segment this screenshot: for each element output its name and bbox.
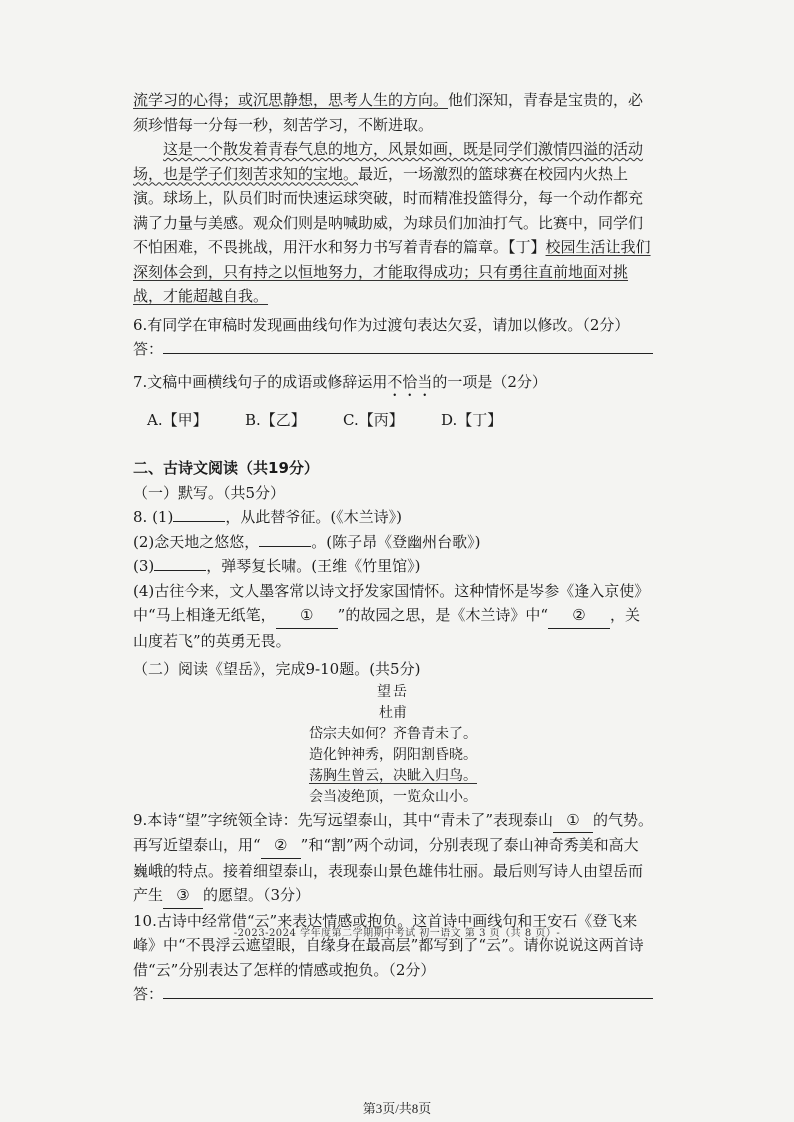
passage-text: 最近，一场激烈的篮球赛在校园内火热上演。球场上，队员们时而快速运球突破，时而精准投篮得分，每一个动作都充满了力量与美感。观众们则是呐喊助威，为球员们加油打气。比赛中，同学们不怕困难，不畏挑战，用汗水和努力书写着青春的篇章。 xyxy=(133,164,644,256)
q8-4-text-end: ，关山度若飞”的英勇无畏。 xyxy=(133,606,641,650)
blank-q9-1[interactable]: ① xyxy=(553,808,593,834)
question-8-2 xyxy=(133,530,653,555)
q9-text-c: ”和“割”两个动词，分别表现了泰山神奇秀美和高大巍峨的特点。接着细望泰山，表现泰山景色雄伟壮丽。最后则写诗人由望岳而产生 xyxy=(133,836,644,904)
blank-q8-1[interactable] xyxy=(173,521,225,522)
q8-4-text-mid: ”的故园之思，是《木兰诗》中“ xyxy=(337,606,549,624)
answer-label: 答： xyxy=(133,985,164,1003)
blank-q8-3[interactable] xyxy=(154,570,206,571)
q8-1-prefix: 8. (1) xyxy=(133,508,174,526)
question-8-3 xyxy=(133,554,653,579)
page-footer: -2023-2024 学年度第二学期期中考试 初一语文 第 3 页（共 8 页）- xyxy=(233,928,561,939)
poem-line-2: 造化钟神秀，阴阳割昏晓。 xyxy=(309,746,477,763)
wavy-underlined-sentence: 这是一个散发着青春气息的地方，风景如画，既是同学们激情四溢的活动场，也是学子们刻苦求知的宝地。 xyxy=(133,140,644,183)
emphasized-words: 不恰当 xyxy=(387,372,433,391)
question-7 xyxy=(133,370,653,400)
passage-paragraph-2 xyxy=(133,137,653,309)
question-6-answer xyxy=(133,337,653,362)
blank-q9-3[interactable]: ③ xyxy=(163,883,203,909)
question-10-answer xyxy=(133,982,653,1007)
question-7-options xyxy=(133,408,653,433)
poem-line-3-underlined: 荡胸生曾云，决眦入归鸟。 xyxy=(309,767,477,784)
blank-q8-4-1[interactable]: ① xyxy=(276,603,338,629)
poem-line-4: 会当凌绝顶，一览众山小。 xyxy=(309,788,477,805)
question-7-text: 7.文稿中画横线句子的成语或修辞运用 xyxy=(133,372,388,391)
q9-text-d: 的愿望。（3分） xyxy=(203,886,311,904)
poem-author: 杜甫 xyxy=(379,704,407,721)
question-8-1 xyxy=(133,505,653,530)
question-10: 10.古诗中经常借“云”来表达情感或抱负。这首诗中画线句和王安石《登飞来峰》中“不畏浮云遮望眼，自缘身在最高层”都写到了“云”。请你说说这两首诗借“云”分别表达了怎样的情感或抱负。（2分） xyxy=(133,911,644,979)
q8-2-suffix: 。(陈子昂《登幽州台歌》) xyxy=(311,532,481,551)
q9-text: 9.本诗“望”字统领全诗：先写远望泰山，其中“青未了”表现泰山 xyxy=(133,810,553,829)
poem xyxy=(133,682,653,808)
poem-line-1: 岱宗夫如何？齐鲁青未了。 xyxy=(309,725,477,742)
option-c[interactable]: C.【丙】 xyxy=(343,410,404,429)
part-1-title: （一）默写。（共5分） xyxy=(133,483,286,502)
q8-1-suffix: ，从此替爷征。(《木兰诗》) xyxy=(225,508,403,526)
marker-ding: 【丁】 xyxy=(508,238,546,256)
underlined-sentence-ding: 校园生活让我们深刻体会到，只有持之以恒地努力，才能取得成功；只有勇往直前地面对挑战，才能超越自我。 xyxy=(133,238,651,305)
q8-2-prefix: (2)念天地之悠悠， xyxy=(133,532,260,551)
answer-label: 答： xyxy=(133,340,164,358)
answer-line[interactable] xyxy=(163,339,653,354)
option-b[interactable]: B.【乙】 xyxy=(245,410,306,429)
blank-q8-2[interactable] xyxy=(259,546,311,547)
q8-3-suffix: ，弹琴复长啸。(王维《竹里馆》) xyxy=(206,557,421,575)
question-7-text-end: 的一项是（2分） xyxy=(432,372,547,391)
passage-text: 他们深知，青春是宝贵的，必须珍惜每一分每一秒，刻苦学习，不断进取。 xyxy=(133,91,644,134)
q9-text-b: 的气势。再写近望泰山，用“ xyxy=(133,810,654,854)
answer-line[interactable] xyxy=(163,984,653,999)
part-2-title: （二）阅读《望岳》，完成9-10题。(共5分) xyxy=(133,660,421,678)
q8-3-prefix: (3) xyxy=(133,557,155,575)
passage xyxy=(133,88,653,1007)
passage-underlined-phrase: 流学习的心得；或沉思静想，思考人生的方向。 xyxy=(133,91,449,109)
question-6: 6.有同学在审稿时发现画曲线句作为过渡句表达欠妥，请加以修改。（2分） xyxy=(133,315,630,334)
section-title: 二、古诗文阅读（共19分） xyxy=(133,459,319,477)
question-9 xyxy=(133,808,653,909)
question-8-4 xyxy=(133,579,653,654)
blank-q9-2[interactable]: ② xyxy=(261,833,301,859)
poem-line-3 xyxy=(133,766,653,787)
page-number: 第3页/共8页 xyxy=(362,1101,432,1116)
blank-q8-4-2[interactable]: ② xyxy=(548,603,610,629)
poem-title: 望岳 xyxy=(377,683,409,700)
q8-4-text: (4)古往今来，文人墨客常以诗文抒发家国情怀。这种情怀是岑参《逢入京使》中“马上相逢无纸笔， xyxy=(133,581,650,624)
option-d[interactable]: D.【丁】 xyxy=(441,410,503,429)
option-a[interactable]: A.【甲】 xyxy=(147,410,208,429)
passage-paragraph-1 xyxy=(133,88,653,137)
